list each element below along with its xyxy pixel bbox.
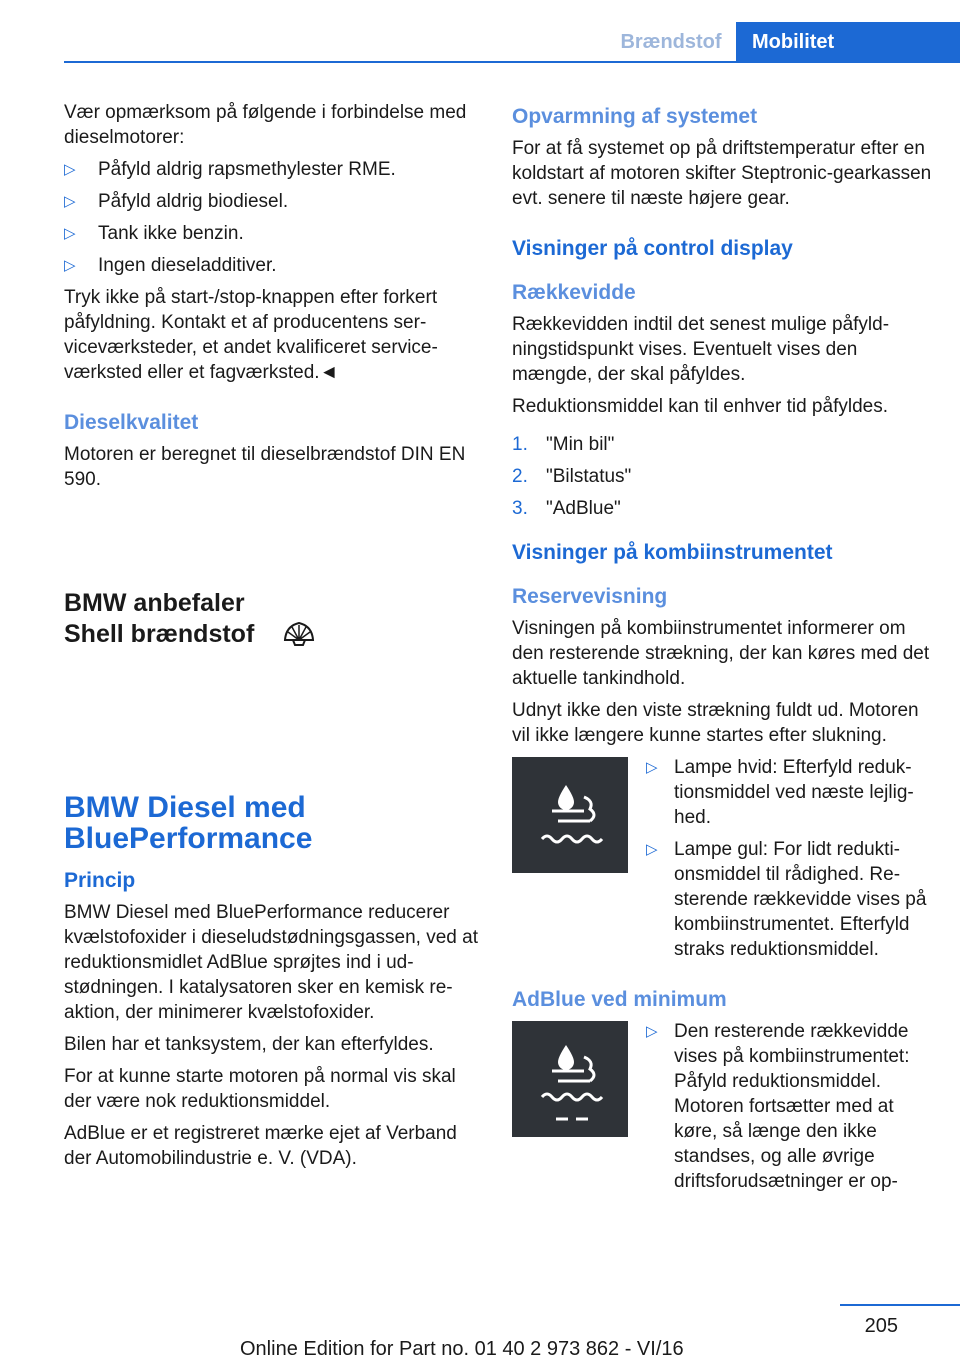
raekkevidde-heading: Rækkevidde bbox=[512, 281, 636, 304]
shell-logo-icon bbox=[283, 620, 315, 648]
raekkevidde-paragraph: Reduktionsmiddel kan til enhver tid påfyldes. bbox=[512, 396, 888, 417]
list-item: ▷ Påfyld aldrig rapsmethylester RME. bbox=[64, 159, 396, 180]
adblue-minimum-icon bbox=[512, 1021, 628, 1137]
lamp-list bbox=[646, 755, 932, 969]
diesel-rules-list bbox=[64, 157, 482, 278]
kombi-heading: Visninger på kombiinstrumentet bbox=[512, 541, 833, 564]
princip-paragraph: AdBlue er et registreret mærke ejet af Verband der Automobilindustrie e. V. (VDA). bbox=[64, 1123, 457, 1169]
reserve-paragraph: Udnyt ikke den viste strækning fuldt ud. Motoren vil ikke længere kunne startes efter slukning. bbox=[512, 700, 919, 746]
section-title: BMW Diesel med BluePerformance bbox=[64, 791, 313, 855]
reserve-heading: Reservevisning bbox=[512, 585, 668, 608]
princip-paragraph: For at kunne starte motoren på normal vis skal der være nok reduktionsmiddel. bbox=[64, 1066, 456, 1112]
minimum-list bbox=[646, 1019, 932, 1201]
dieselkvalitet-text: Motoren er beregnet til dieselbrændstof DIN EN 590. bbox=[64, 444, 466, 490]
list-item: ▷ Ingen dieseladditiver. bbox=[64, 255, 277, 276]
list-item: 2. "Bilstatus" bbox=[512, 466, 632, 487]
lamp-row bbox=[512, 755, 932, 969]
princip-heading: Princip bbox=[64, 869, 136, 892]
tab-mobilitet[interactable]: Mobilitet bbox=[736, 22, 960, 62]
triangle-bullet-icon: ▷ bbox=[64, 193, 76, 210]
triangle-bullet-icon: ▷ bbox=[64, 257, 76, 274]
list-item: ▷ Den resterende rækkevidde vises på kombiinstrumentet: Påfyld reduktionsmiddel. Motoren fortsætter med at køre, så længe den ikke standses, og alle øvrige driftsforudsætninger er op- bbox=[646, 1021, 910, 1192]
list-item: ▷ Lampe gul: For lidt reduktionsmiddel til rådighed. Resterende rækkevidde vises på kombiinstrumentet. Efterfyld straks reduktionsmiddel. bbox=[646, 839, 927, 960]
reserve-paragraph: Visningen på kombiinstrumentet informerer om den resterende strækning, der kan køres med det aktuelle tankindhold. bbox=[512, 618, 930, 689]
right-column bbox=[512, 100, 932, 1209]
triangle-bullet-icon: ▷ bbox=[646, 1023, 658, 1040]
triangle-bullet-icon: ▷ bbox=[646, 841, 658, 858]
adblue-minimum-heading: AdBlue ved minimum bbox=[512, 988, 727, 1011]
princip-paragraph: BMW Diesel med BluePerformance reducerer kvælstofoxider i dieseludstødningsgassen, ved at reduktionsmidlet AdBlue sprøjtes ind i udstødningen. I katalysatoren sker en kemisk reaktion, der minimerer kvælstofoxider. bbox=[64, 902, 479, 1023]
raekkevidde-paragraph: Rækkevidden indtil det senest mulige påfyldningstidspunkt vises. Eventuelt vises den mængde, der skal påfyldes. bbox=[512, 314, 890, 385]
triangle-bullet-icon: ▷ bbox=[646, 759, 658, 776]
menu-steps-list bbox=[512, 432, 932, 521]
control-display-heading: Visninger på control display bbox=[512, 237, 793, 260]
opvarmning-heading: Opvarmning af systemet bbox=[512, 105, 758, 128]
shell-line-1: BMW anbefaler bbox=[64, 589, 245, 617]
tab-braendstof[interactable]: Brændstof bbox=[620, 31, 722, 53]
list-item: ▷ Lampe hvid: Efterfyld reduktionsmiddel ved næste lejlighed. bbox=[646, 757, 914, 828]
warning-text: Tryk ikke på start-/stop-knappen efter forkert påfyldning. Kontakt et af producentens serviceværksteder, et andet kvalificeret serviceværksted eller et fagværksted.◄ bbox=[64, 287, 438, 383]
left-column-lower bbox=[64, 792, 482, 1178]
triangle-bullet-icon: ▷ bbox=[64, 161, 76, 178]
page-number: 205 bbox=[864, 1315, 898, 1337]
dieselkvalitet-heading: Dieselkvalitet bbox=[64, 411, 199, 434]
shell-recommendation bbox=[64, 588, 364, 668]
opvarmning-text: For at få systemet op på driftstemperatur efter en koldstart af motoren skifter Steptronic-gearkassen evt. senere til næste højere gear. bbox=[512, 138, 932, 209]
princip-paragraph: Bilen har et tanksystem, der kan efterfyldes. bbox=[64, 1034, 434, 1055]
adblue-warning-icon bbox=[512, 757, 628, 873]
shell-line-2: Shell brændstof bbox=[64, 620, 255, 648]
footer-rule bbox=[840, 1304, 960, 1306]
intro-text: Vær opmærksom på følgende i forbindelse med dieselmotorer: bbox=[64, 102, 467, 148]
list-item: 3. "AdBlue" bbox=[512, 498, 621, 519]
list-item: 1. "Min bil" bbox=[512, 434, 615, 455]
left-column bbox=[64, 100, 482, 499]
triangle-bullet-icon: ▷ bbox=[64, 225, 76, 242]
list-item: ▷ Tank ikke benzin. bbox=[64, 223, 244, 244]
list-item: ▷ Påfyld aldrig biodiesel. bbox=[64, 191, 289, 212]
minimum-row bbox=[512, 1019, 932, 1201]
footer-edition-text: Online Edition for Part no. 01 40 2 973 862 - VI/16 bbox=[240, 1338, 684, 1360]
